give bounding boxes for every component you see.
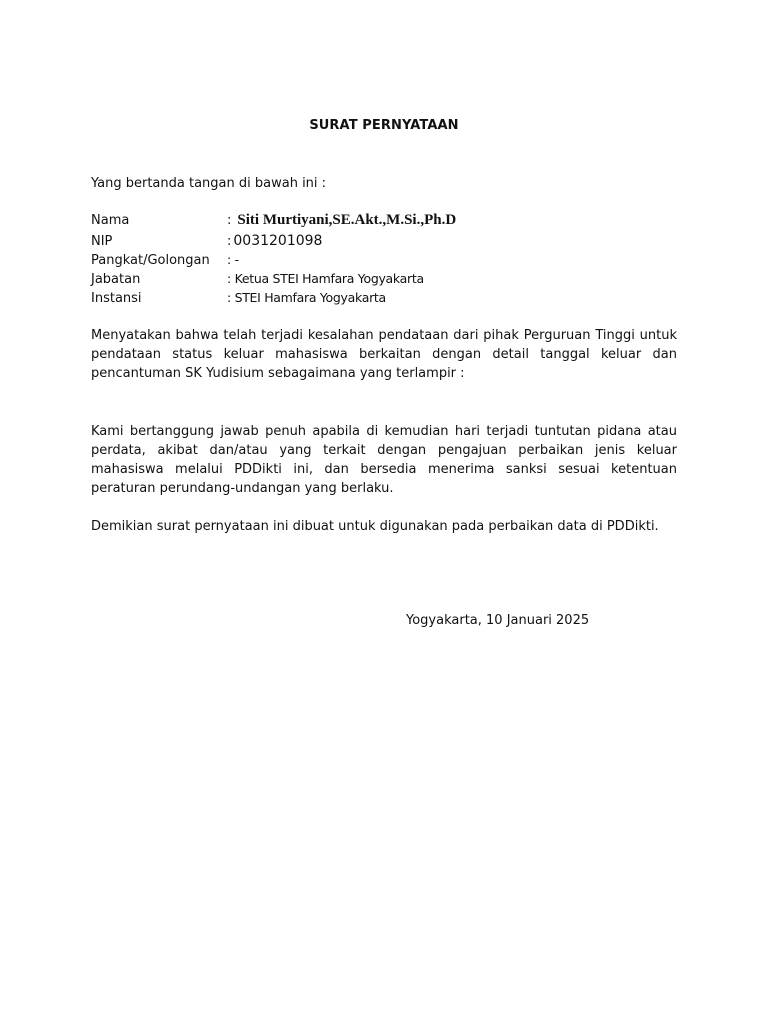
rank-value: : - [227,252,239,267]
document-title: SURAT PERNYATAAN [309,118,459,133]
institution-label: Instansi [91,291,142,306]
responsibility-paragraph: Kami bertanggung jawab penuh apabila di kemudian hari terjadi tuntutan pidana atau perdata, akibat dan/atau yang terkait dengan pengajuan perbaikan jenis keluar mahasiswa melalui PDDikti ini, dan bersedia menerima sanksi sesuai ketentuan peraturan perundang-undangan yang berlaku. [91,424,677,496]
rank-label: Pangkat/Golongan [91,253,210,268]
name-field [227,212,456,229]
nip-value: 0031201098 [233,233,323,249]
closing-paragraph: Demikian surat pernyataan ini dibuat untuk digunakan pada perbaikan data di PDDikti. [91,519,659,534]
name-colon: : [227,213,232,228]
identity-row-rank [91,252,691,271]
identity-row-name [91,212,691,233]
identity-row-position [91,271,691,290]
position-label: Jabatan [91,272,141,287]
statement-paragraph: Menyatakan bahwa telah terjadi kesalahan pendataan dari pihak Perguruan Tinggi untuk pendataan status keluar mahasiswa berkaitan dengan detail tanggal keluar dan pencantuman SK Yudisium sebagaimana yang terlampir : [91,328,677,381]
intro-text: Yang bertanda tangan di bawah ini : [91,176,327,191]
identity-row-nip [91,233,691,252]
institution-value: : STEI Hamfara Yogyakarta [227,290,386,305]
name-value: Siti Murtiyani,SE.Akt.,M.Si.,Ph.D [237,212,457,228]
identity-row-institution [91,290,691,309]
identity-block [91,212,691,309]
place-date: Yogyakarta, 10 Januari 2025 [406,613,590,628]
name-label: Nama [91,213,130,228]
nip-field [227,233,322,249]
nip-label: NIP [91,234,113,249]
position-value: : Ketua STEI Hamfara Yogyakarta [227,271,424,286]
nip-colon: : [227,234,232,249]
